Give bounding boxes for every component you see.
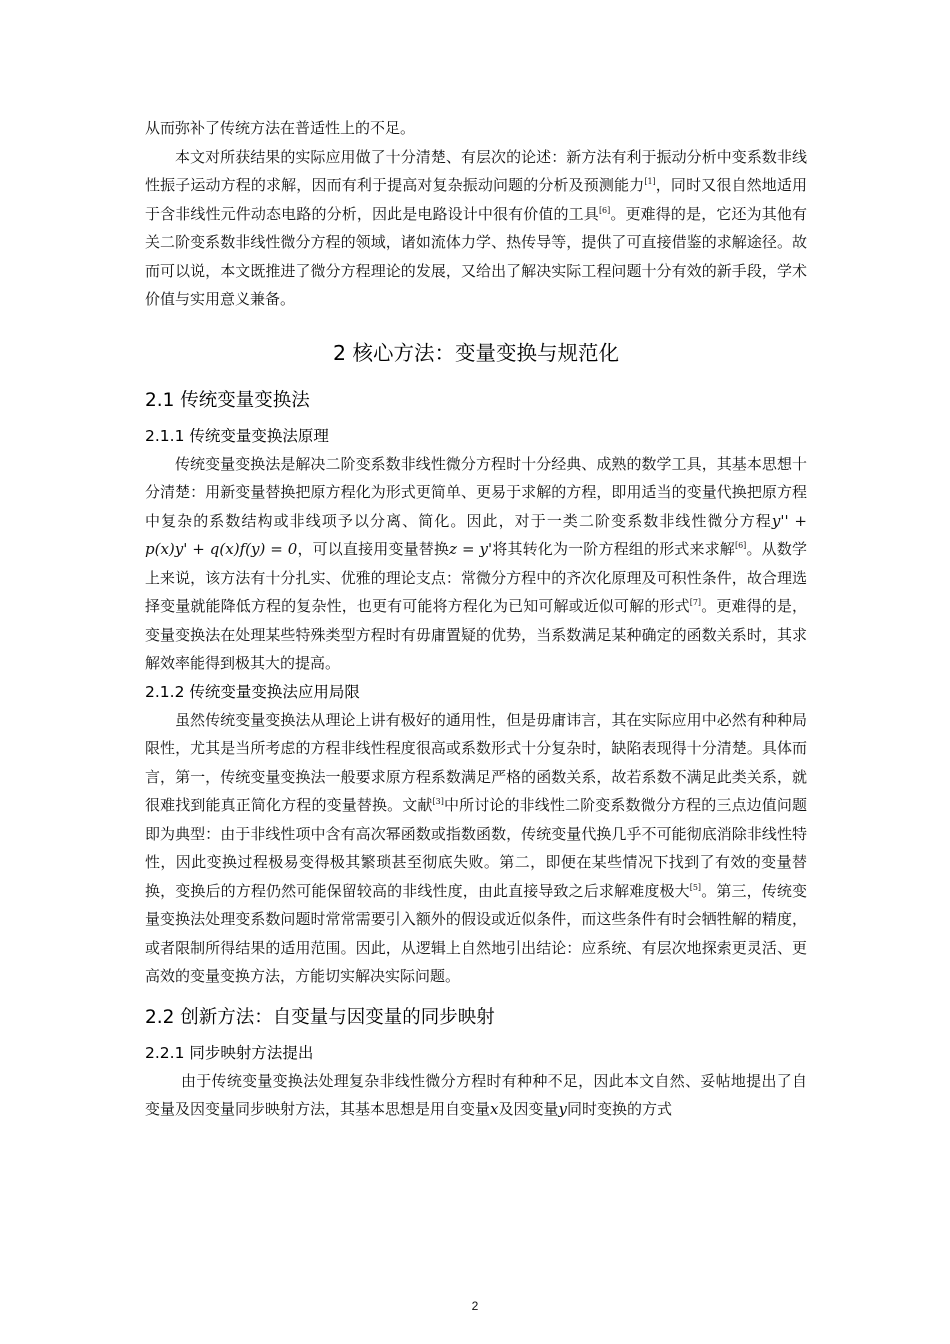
text-run: 由于传统变量变换法处理复杂非线性微分方程时有种种不足，因此本文自然、妥帖地提出了自变量及因变量同步映射方法，其基本思想是用自变量 xyxy=(145,1071,807,1118)
paragraph-2-1-2 xyxy=(145,706,807,991)
text-run: 传统变量变换法是解决二阶变系数非线性微分方程时十分经典、成熟的数学工具，其基本思想十分清楚：用新变量替换把原方程化为形式更简单、更易于求解的方程，即用适当的变量代换把原方程中复杂的系数结构或非线项予以分离、简化。因此，对于一类二阶变系数非线性微分方程 xyxy=(145,454,807,530)
variable-x: x xyxy=(490,1100,499,1118)
variable-y: y xyxy=(558,1100,567,1118)
text-run: 中所讨论的非线性二阶变系数微分方程的三点边值问题即为典型：由于非线性项中含有高次幂函数或指数函数，传统变量代换几乎不可能彻底消除非线性特性，因此变换过程极易变得极其繁琐甚至彻底失败。第二，即便在某些情况下找到了有效的变量替换，变换后的方程仍然可能保留较高的非线性度，由此直接导致之后求解难度极大 xyxy=(145,796,807,900)
text-run: 。更难得的是，变量变换法在处理某些特殊类型方程时有毋庸置疑的优势，当系数满足某种确定的函数关系时，其求解效率能得到极其大的提高。 xyxy=(145,597,807,672)
subsection-heading-2-2: 2.2 创新方法：自变量与因变量的同步映射 xyxy=(145,1006,495,1028)
subsection-heading-2-1: 2.1 传统变量变换法 xyxy=(145,389,310,411)
text-run: 及因变量 xyxy=(498,1100,559,1118)
page-number: 2 xyxy=(471,1299,479,1313)
text-run: ，可以直接用变量替换 xyxy=(297,540,450,558)
citation-ref[interactable]: [7] xyxy=(689,598,702,607)
subsubsection-heading-2-1-2: 2.1.2 传统变量变换法应用局限 xyxy=(145,682,360,701)
page-body xyxy=(145,114,807,1124)
section-heading-2: 2 核心方法：变量变换与规范化 xyxy=(332,340,620,365)
text-run: 。更难得的是，它还为其他有关二阶变系数非线性微分方程的领域，诸如流体力学、热传导等，提供了可直接借鉴的求解途径。故而可以说，本文既推进了微分方程理论的发展，又给出了解决实际工程问题十分有效的新手段，学术价值与实用意义兼备。 xyxy=(145,204,807,308)
citation-ref[interactable]: [1] xyxy=(644,177,656,186)
intro-paragraph xyxy=(145,143,807,314)
paragraph-2-1-1 xyxy=(145,450,807,678)
intro-line: 从而弥补了传统方法在普适性上的不足。 xyxy=(145,119,416,137)
text-run: 将其转化为一阶方程组的形式来求解 xyxy=(492,540,735,558)
text-run: 。第三，传统变量变换法处理变系数问题时常常需要引入额外的假设或近似条件，而这些条件有时会牺牲解的精度，或者限制所得结果的适用范围。因此，从逻辑上自然地引出结论：应系统、有层次地探索更灵活、更高效的变量变换方法，方能切实解决实际问题。 xyxy=(145,881,807,985)
paragraph-2-2-1 xyxy=(145,1067,807,1124)
equation-inline: z = y' xyxy=(449,540,493,558)
text-run: 虽然传统变量变换法从理论上讲有极好的通用性，但是毋庸讳言，其在实际应用中必然有种种局限性，尤其是当所考虑的方程非线性程度很高或系数形式十分复杂时，缺陷表现得十分清楚。具体而言，第一，传统变量变换法一般要求原方程系数满足严格的函数关系，故若系数不满足此类关系，就很难找到能真正简化方程的变量替换。文献 xyxy=(145,710,807,814)
text-run: ，同时又很自然地适用于含非线性元件动态电路的分析，因此是电路设计中很有价值的工具 xyxy=(145,176,807,223)
citation-ref[interactable]: [5] xyxy=(689,882,702,892)
intro-continuation xyxy=(145,114,807,143)
citation-ref[interactable]: [3] xyxy=(432,797,444,806)
text-run: 。从数学上来说，该方法有十分扎实、优雅的理论支点：常微分方程中的齐次化原理及可积性条件，故合理选择变量就能降低方程的复杂性，也更有可能将方程化为已知可解或近似可解的形式 xyxy=(145,540,807,615)
subsubsection-heading-2-1-1: 2.1.1 传统变量变换法原理 xyxy=(145,426,329,445)
citation-ref[interactable]: [6] xyxy=(598,205,611,215)
text-run: 同时变换的方式 xyxy=(566,1100,672,1118)
subsubsection-heading-2-2-1: 2.2.1 同步映射方法提出 xyxy=(145,1043,314,1062)
text-run: 本文对所获结果的实际应用做了十分清楚、有层次的论述：新方法有利于振动分析中变系数非线性振子运动方程的求解，因而有利于提高对复杂振动问题的分析及预测能力 xyxy=(145,147,807,194)
equation-inline: y'' + p(x)y' + q(x)f(y) = 0 xyxy=(145,511,807,558)
citation-ref[interactable]: [6] xyxy=(734,541,747,550)
